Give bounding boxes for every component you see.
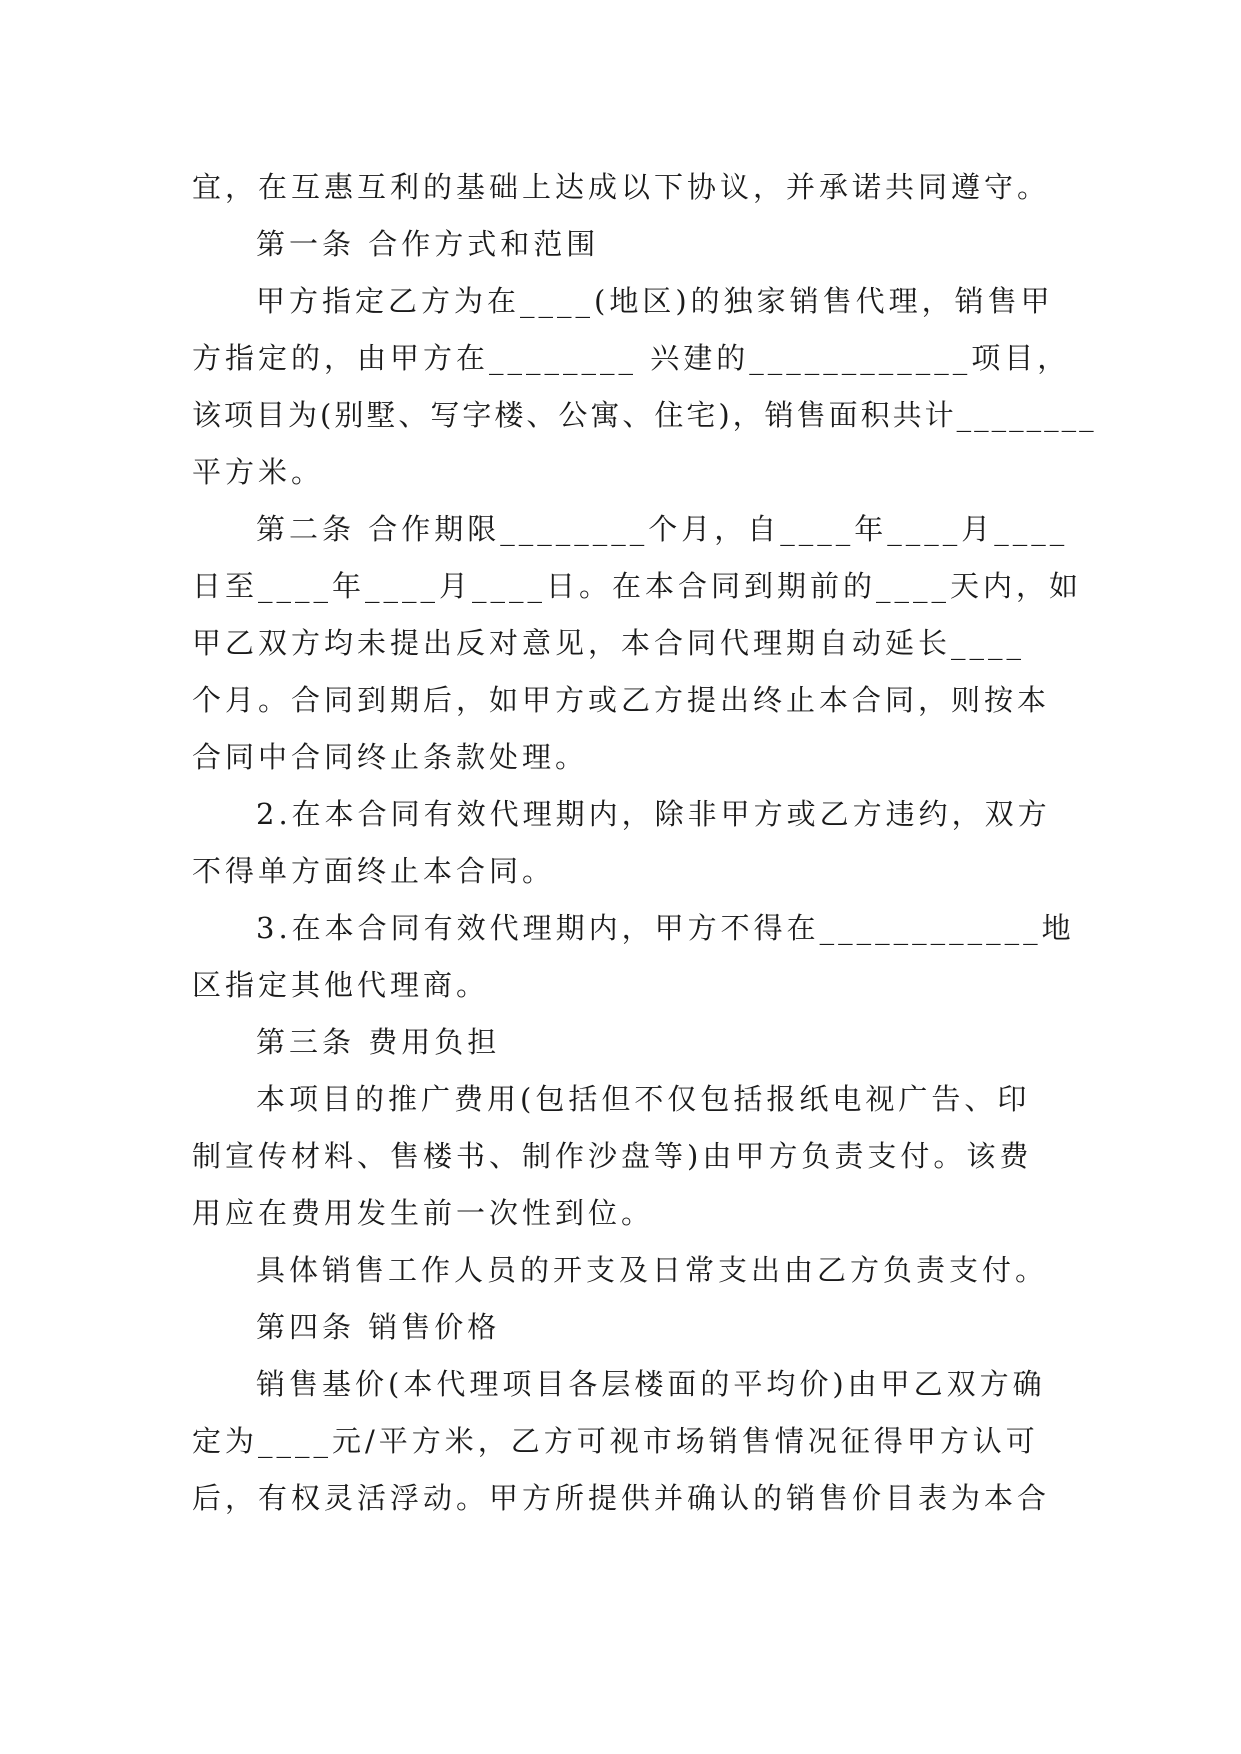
text-line: 个月。合同到期后，如甲方或乙方提出终止本合同，则按本 <box>192 683 1051 717</box>
section-heading: 第一条 合作方式和范围 <box>256 227 600 261</box>
text-line: 该项目为(别墅、写字楼、公寓、住宅)，销售面积共计________ <box>192 398 1097 432</box>
text-line: 销售基价(本代理项目各层楼面的平均价)由甲乙双方确 <box>256 1367 1046 1401</box>
text-line: 甲方指定乙方为在____(地区)的独家销售代理，销售甲 <box>256 284 1054 318</box>
section-heading: 第四条 销售价格 <box>256 1310 501 1344</box>
text-line: 用应在费用发生前一次性到位。 <box>192 1196 655 1230</box>
section-heading: 第三条 费用负担 <box>256 1025 501 1059</box>
text-line: 不得单方面终止本合同。 <box>192 854 556 888</box>
text-line: 区指定其他代理商。 <box>192 968 490 1002</box>
text-line: 方指定的，由甲方在________ 兴建的____________项目， <box>192 341 1071 375</box>
text-line: 2.在本合同有效代理期内，除非甲方或乙方违约，双方 <box>256 797 1051 831</box>
text-line: 定为____元/平方米，乙方可视市场销售情况征得甲方认可 <box>192 1424 1039 1458</box>
text-line: 3.在本合同有效代理期内，甲方不得在____________地 <box>256 911 1075 945</box>
text-line: 后，有权灵活浮动。甲方所提供并确认的销售价目表为本合 <box>192 1481 1051 1515</box>
text-line: 第二条 合作期限________个月，自____年____月____ <box>256 512 1069 546</box>
text-line: 日至____年____月____日。在本合同到期前的____天内，如 <box>192 569 1083 603</box>
text-line: 合同中合同终止条款处理。 <box>192 740 589 774</box>
text-line: 制宣传材料、售楼书、制作沙盘等)由甲方负责支付。该费 <box>192 1139 1033 1173</box>
text-line: 宜，在互惠互利的基础上达成以下协议，并承诺共同遵守。 <box>192 170 1051 204</box>
text-line: 本项目的推广费用(包括但不仅包括报纸电视广告、印 <box>256 1082 1031 1116</box>
text-line: 具体销售工作人员的开支及日常支出由乙方负责支付。 <box>256 1253 1049 1287</box>
text-line: 甲乙双方均未提出反对意见，本合同代理期自动延长____ <box>192 626 1026 660</box>
text-line: 平方米。 <box>192 455 325 489</box>
